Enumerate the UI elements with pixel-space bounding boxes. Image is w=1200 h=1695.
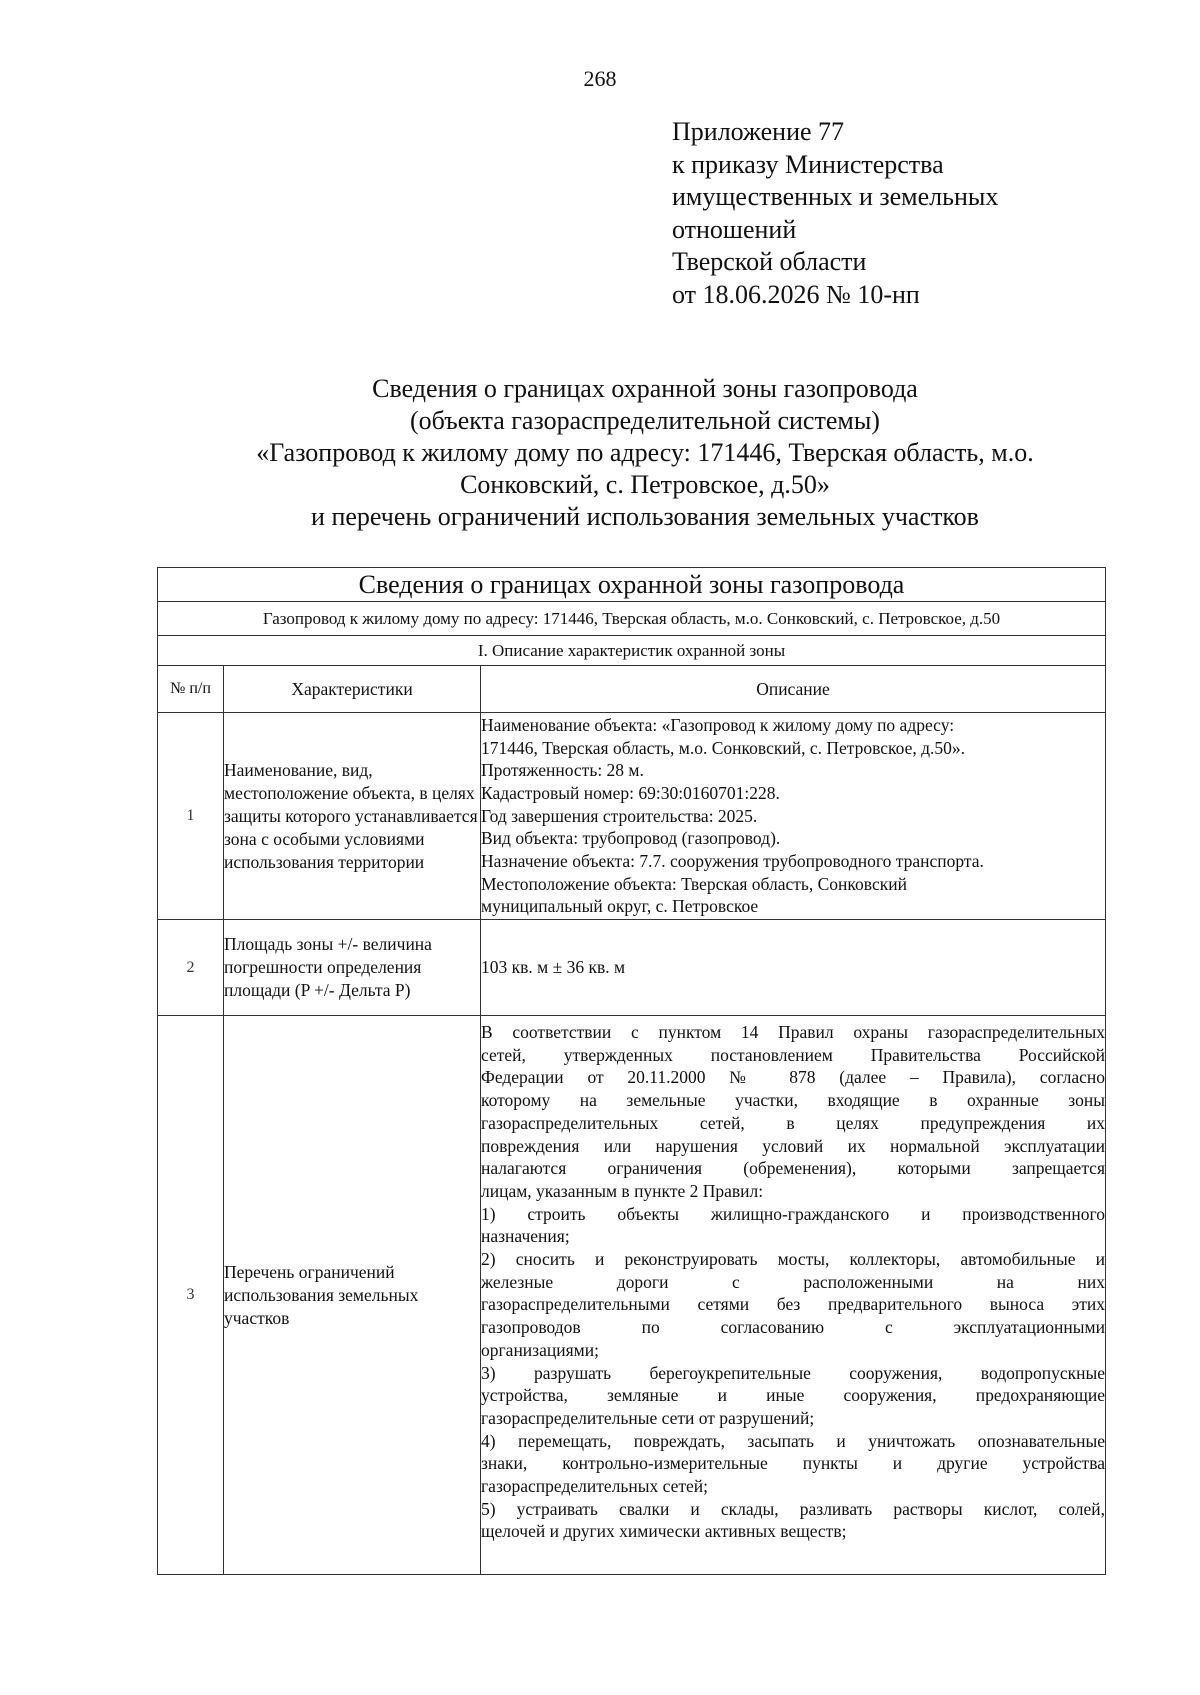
description-line: 4) перемещать, повреждать, засыпать и уничтожать опознавательные [481, 1430, 1105, 1451]
title-line: и перечень ограничений использования земельных участков [311, 502, 979, 531]
appendix-block [672, 116, 998, 311]
description-line: Федерации от 20.11.2000 № 878 (далее – Правила), согласно [481, 1067, 1105, 1088]
description-line: устройства, земляные и иные сооружения, предохраняющие [481, 1385, 1105, 1406]
appendix-line: к приказу Министерства [672, 149, 944, 179]
protection-zone-table [157, 567, 1106, 1575]
description-line: Вид объекта: трубопровод (газопровод). [481, 828, 781, 849]
appendix-line: Тверской области [672, 247, 867, 276]
row-num: 2 [158, 920, 224, 1016]
row-characteristic: Наименование, вид, местоположение объекта, в целях защиты которого устанавливается зона с особыми условиями использования территории [224, 713, 481, 920]
description-line: повреждения или нарушения условий их нормальной эксплуатации [481, 1135, 1105, 1156]
row-num: 1 [158, 713, 224, 920]
description-line: 3) разрушать берегоукрепительные сооружения, водопропускные [481, 1362, 1105, 1383]
title-line: Сонковский, с. Петровское, д.50» [460, 470, 830, 499]
description-line: которому на земельные участки, входящие в охранные зоны [481, 1090, 1105, 1111]
description-line: 103 кв. м ± 36 кв. м [481, 957, 626, 978]
description-line: сетей, утвержденных постановлением Правительства Российской [481, 1044, 1105, 1065]
table-section-title: I. Описание характеристик охранной зоны [158, 636, 1106, 666]
row-description [481, 1016, 1106, 1575]
header-characteristics: Характеристики [224, 666, 481, 713]
table-row [158, 713, 1106, 920]
description-line: назначения; [481, 1226, 570, 1247]
description-line: налагаются ограничения (обременения), которыми запрещается [481, 1158, 1105, 1179]
description-line: 171446, Тверская область, м.о. Сонковский, с. Петровское, д.50». [481, 737, 966, 758]
description-line: Назначение объекта: 7.7. сооружения трубопроводного транспорта. [481, 851, 984, 872]
title-line: «Газопровод к жилому дому по адресу: 171446, Тверская область, м.о. [256, 438, 1034, 467]
description-line: газораспределительными сетями без предварительного выноса этих [481, 1294, 1105, 1315]
description-line: Наименование объекта: «Газопровод к жилому дому по адресу: [481, 714, 955, 735]
description-line: газораспределительные сети от разрушений; [481, 1407, 815, 1428]
description-line: газопроводов по согласованию с эксплуатационными [481, 1317, 1105, 1338]
table-row [158, 1016, 1106, 1575]
description-line: 2) сносить и реконструировать мосты, коллекторы, автомобильные и [481, 1249, 1105, 1270]
page-number: 268 [583, 66, 617, 91]
description-line: железные дороги с расположенными на них [481, 1271, 1105, 1292]
description-line: 5) устраивать свалки и склады, разливать растворы кислот, солей, [481, 1498, 1105, 1519]
table-object-name: Газопровод к жилому дому по адресу: 171446, Тверская область, м.о. Сонковский, с. Петровское, д.50 [158, 602, 1106, 636]
header-num: № п/п [158, 666, 224, 713]
row-description [481, 713, 1106, 920]
description-line: знаки, контрольно-измерительные пункты и другие устройства [481, 1453, 1105, 1474]
description-line: Кадастровый номер: 69:30:0160701:228. [481, 782, 780, 803]
description-line: газораспределительных сетей; [481, 1476, 708, 1497]
description-line: щелочей и других химически активных веществ; [481, 1521, 847, 1542]
appendix-line: Приложение 77 [672, 117, 845, 146]
description-line: 1) строить объекты жилищно-гражданского и производственного [481, 1203, 1105, 1224]
appendix-line: отношений [672, 214, 797, 244]
row-description [481, 920, 1106, 1016]
appendix-line: имущественных и земельных [672, 182, 999, 211]
header-description: Описание [481, 666, 1106, 713]
title-line: (объекта газораспределительной системы) [410, 406, 880, 435]
description-line: организациями; [481, 1339, 599, 1360]
description-line: В соответствии с пунктом 14 Правил охраны газораспределительных [481, 1022, 1105, 1042]
description-line: Год завершения строительства: 2025. [481, 805, 758, 826]
description-line: лицам, указанным в пункте 2 Правил: [481, 1180, 764, 1201]
document-title [120, 373, 1170, 533]
row-characteristic: Перечень ограничений использования земельных участков [224, 1016, 481, 1575]
title-line: Сведения о границах охранной зоны газопровода [372, 374, 918, 403]
description-line: газораспределительных сетей, в целях предупреждения их [481, 1112, 1105, 1133]
row-num: 3 [158, 1016, 224, 1575]
table-row [158, 920, 1106, 1016]
appendix-line: от 18.06.2026 № 10-нп [672, 279, 920, 309]
description-line: муниципальный округ, с. Петровское [481, 896, 759, 917]
row-characteristic: Площадь зоны +/- величина погрешности определения площади (P +/- Дельта P) [224, 920, 481, 1016]
description-line: Протяженность: 28 м. [481, 760, 644, 781]
table-title: Сведения о границах охранной зоны газопровода [158, 568, 1106, 602]
description-line: Местоположение объекта: Тверская область, Сонковский [481, 873, 907, 894]
